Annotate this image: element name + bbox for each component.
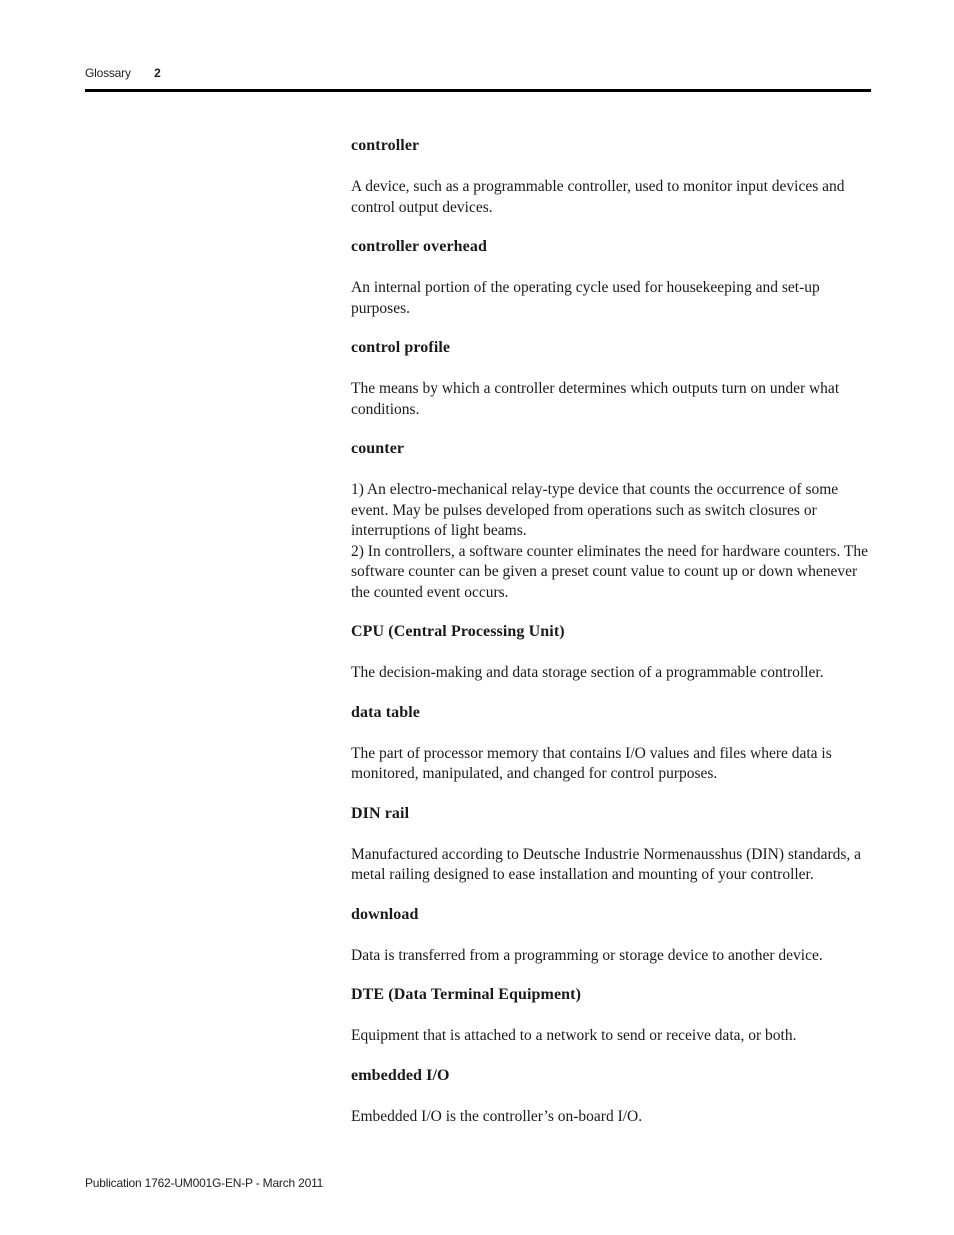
glossary-term: controller	[351, 137, 420, 154]
glossary-entry-counter	[351, 439, 871, 603]
header-section-title: Glossary	[85, 66, 131, 80]
page-header	[85, 66, 871, 80]
glossary-term: DTE (Data Terminal Equipment)	[351, 986, 582, 1003]
glossary-term: controller overhead	[351, 238, 487, 255]
glossary-entry-download	[351, 905, 871, 967]
glossary-entry-controller	[351, 136, 871, 218]
glossary-definition: The part of processor memory that contains I/O values and files where data is monitored, manipulated, and changed for control purposes.	[351, 744, 832, 782]
glossary-term: CPU (Central Processing Unit)	[351, 623, 565, 640]
glossary-entry-dte	[351, 985, 871, 1047]
glossary-definition: The means by which a controller determines which outputs turn on under what conditions.	[351, 380, 840, 418]
page-footer: Publication 1762-UM001G-EN-P - March 2011	[85, 1176, 324, 1190]
header-divider	[85, 89, 871, 92]
glossary-entry-din-rail	[351, 804, 871, 886]
glossary-entry-data-table	[351, 703, 871, 785]
glossary-entry-embedded-io	[351, 1066, 871, 1128]
glossary-definition: The decision-making and data storage section of a programmable controller.	[351, 664, 824, 681]
glossary-entry-cpu	[351, 622, 871, 684]
glossary-term: DIN rail	[351, 804, 410, 822]
glossary-definition: Data is transferred from a programming or storage device to another device.	[351, 946, 823, 964]
glossary-entry-control-profile	[351, 338, 871, 420]
glossary-term: data table	[351, 703, 420, 721]
glossary-definition: A device, such as a programmable controller, used to monitor input devices and control output devices.	[351, 178, 845, 216]
glossary-definition: Manufactured according to Deutsche Industrie Normenausshus (DIN) standards, a metal railing designed to ease installation and mounting of your controller.	[351, 845, 862, 883]
glossary-entry-controller-overhead	[351, 237, 871, 319]
glossary-definition: Equipment that is attached to a network to send or receive data, or both.	[351, 1027, 797, 1044]
glossary-definition: Embedded I/O is the controller’s on-board I/O.	[351, 1107, 643, 1125]
glossary-definition: An internal portion of the operating cycle used for housekeeping and set-up purposes.	[351, 279, 820, 317]
glossary-term: download	[351, 905, 419, 923]
glossary-term: control profile	[351, 339, 451, 356]
glossary-term: counter	[351, 440, 405, 457]
glossary-term: embedded I/O	[351, 1066, 450, 1084]
header-page-number: 2	[154, 66, 161, 80]
glossary-content	[351, 136, 871, 1146]
glossary-definition: 1) An electro-mechanical relay-type device that counts the occurrence of some event. May be pulses developed from operations such as switch closures or interruptions of light beams. 2) In controllers, a software counter eliminates the need for hardware counters. The software counter can be given a preset count value to count up or down whenever the counted event occurs.	[351, 481, 869, 601]
